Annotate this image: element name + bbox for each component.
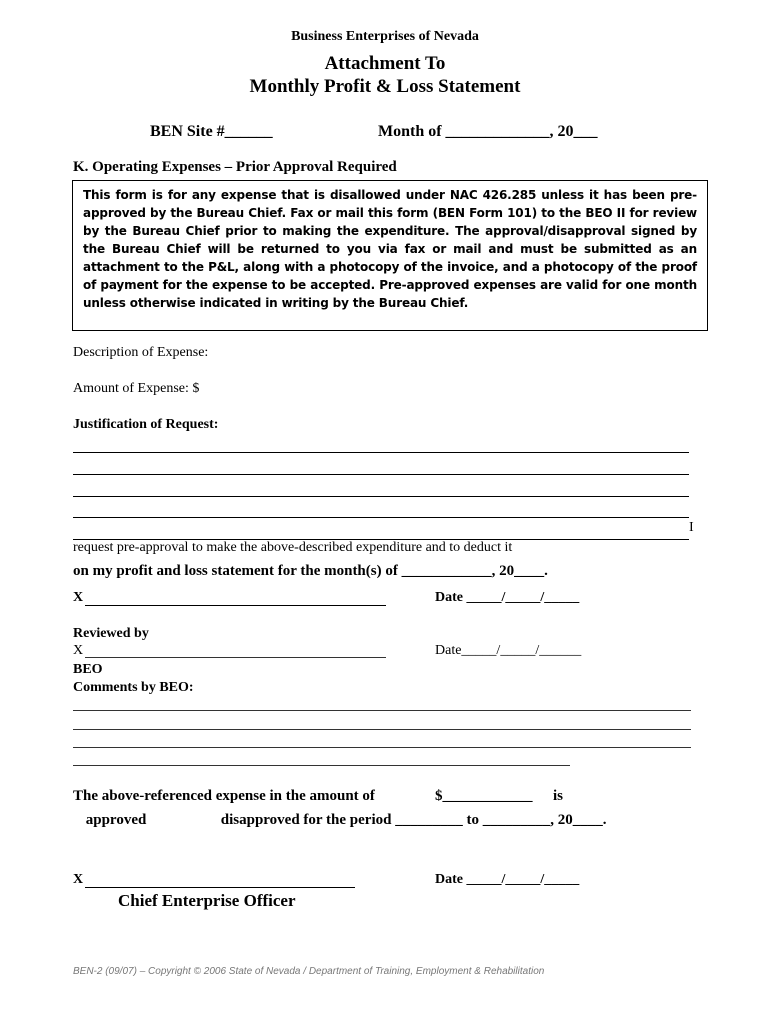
approved-label: approved — [85, 812, 147, 828]
approved-option[interactable] — [73, 812, 146, 829]
approved-amount-field[interactable]: $____________ — [435, 788, 533, 804]
disapproved-label: disapproved for the period _________ to _________, 20____. — [220, 812, 607, 828]
reviewer-date-field[interactable]: Date_____/_____/______ — [435, 643, 582, 658]
justification-line[interactable] — [73, 452, 689, 453]
reviewer-signature-line[interactable] — [85, 657, 386, 658]
request-text: request pre-approval to make the above-described expenditure and to deduct it — [73, 540, 513, 555]
justification-line[interactable] — [73, 517, 689, 518]
amount-statement: The above-referenced expense in the amount of — [73, 788, 375, 804]
signature-x-mark: X — [73, 590, 84, 605]
reviewed-by-label: Reviewed by — [73, 626, 149, 641]
organization-name: Business Enterprises of Nevada — [291, 29, 479, 44]
chief-signature-line[interactable] — [85, 887, 355, 888]
month-field[interactable]: Month of _____________, 20___ — [378, 123, 598, 140]
is-text: is — [553, 788, 564, 804]
comments-label: Comments by BEO: — [73, 680, 194, 695]
justification-end-letter: I — [689, 520, 694, 535]
justification-line[interactable] — [73, 496, 689, 497]
chief-title: Chief Enterprise Officer — [118, 891, 296, 910]
form-title-line2: Monthly Profit & Loss Statement — [249, 76, 521, 97]
reviewer-x-mark: X — [73, 643, 84, 658]
justification-line[interactable] — [73, 474, 689, 475]
disapproved-option[interactable] — [208, 812, 606, 829]
chief-date-field[interactable]: Date _____/_____/_____ — [435, 872, 580, 887]
justification-label: Justification of Request: — [73, 417, 219, 432]
comments-line[interactable] — [73, 765, 570, 766]
requester-signature-line[interactable] — [85, 605, 386, 606]
ben-site-field[interactable]: BEN Site #______ — [150, 123, 273, 140]
footer-copyright: BEN-2 (09/07) – Copyright © 2006 State of Nevada / Department of Training, Employment & Rehabilitation — [73, 966, 545, 977]
description-label: Description of Expense: — [73, 345, 209, 360]
notice-text: This form is for any expense that is disallowed under NAC 426.285 unless it has been pre-approved by the Bureau Chief. Fax or mail this form (BEN Form 101) to the BEO II for review by the Bureau Chief prior to making the expenditure. The approval/disapproval signed by the Bureau Chief will be returned to you via fax or mail and must be submitted as an attachment to the P&L, along with a photocopy of the invoice, and a photocopy of the proof of payment for the expense to be accepted. Pre-approved expenses are valid for one month unless otherwise indicated in writing by the Bureau Chief. — [83, 188, 697, 310]
beo-label: BEO — [73, 662, 103, 677]
form-title-line1: Attachment To — [324, 53, 446, 74]
section-heading: K. Operating Expenses – Prior Approval Required — [73, 159, 397, 175]
comments-line[interactable] — [73, 729, 691, 730]
chief-x-mark: X — [73, 872, 84, 887]
requester-date-field[interactable]: Date _____/_____/_____ — [435, 590, 580, 605]
notice-box — [72, 180, 708, 331]
amount-label: Amount of Expense: $ — [73, 381, 200, 396]
comments-line[interactable] — [73, 747, 691, 748]
comments-line[interactable] — [73, 710, 691, 711]
profit-month-text: on my profit and loss statement for the month(s) of ____________, 20____. — [73, 563, 548, 579]
